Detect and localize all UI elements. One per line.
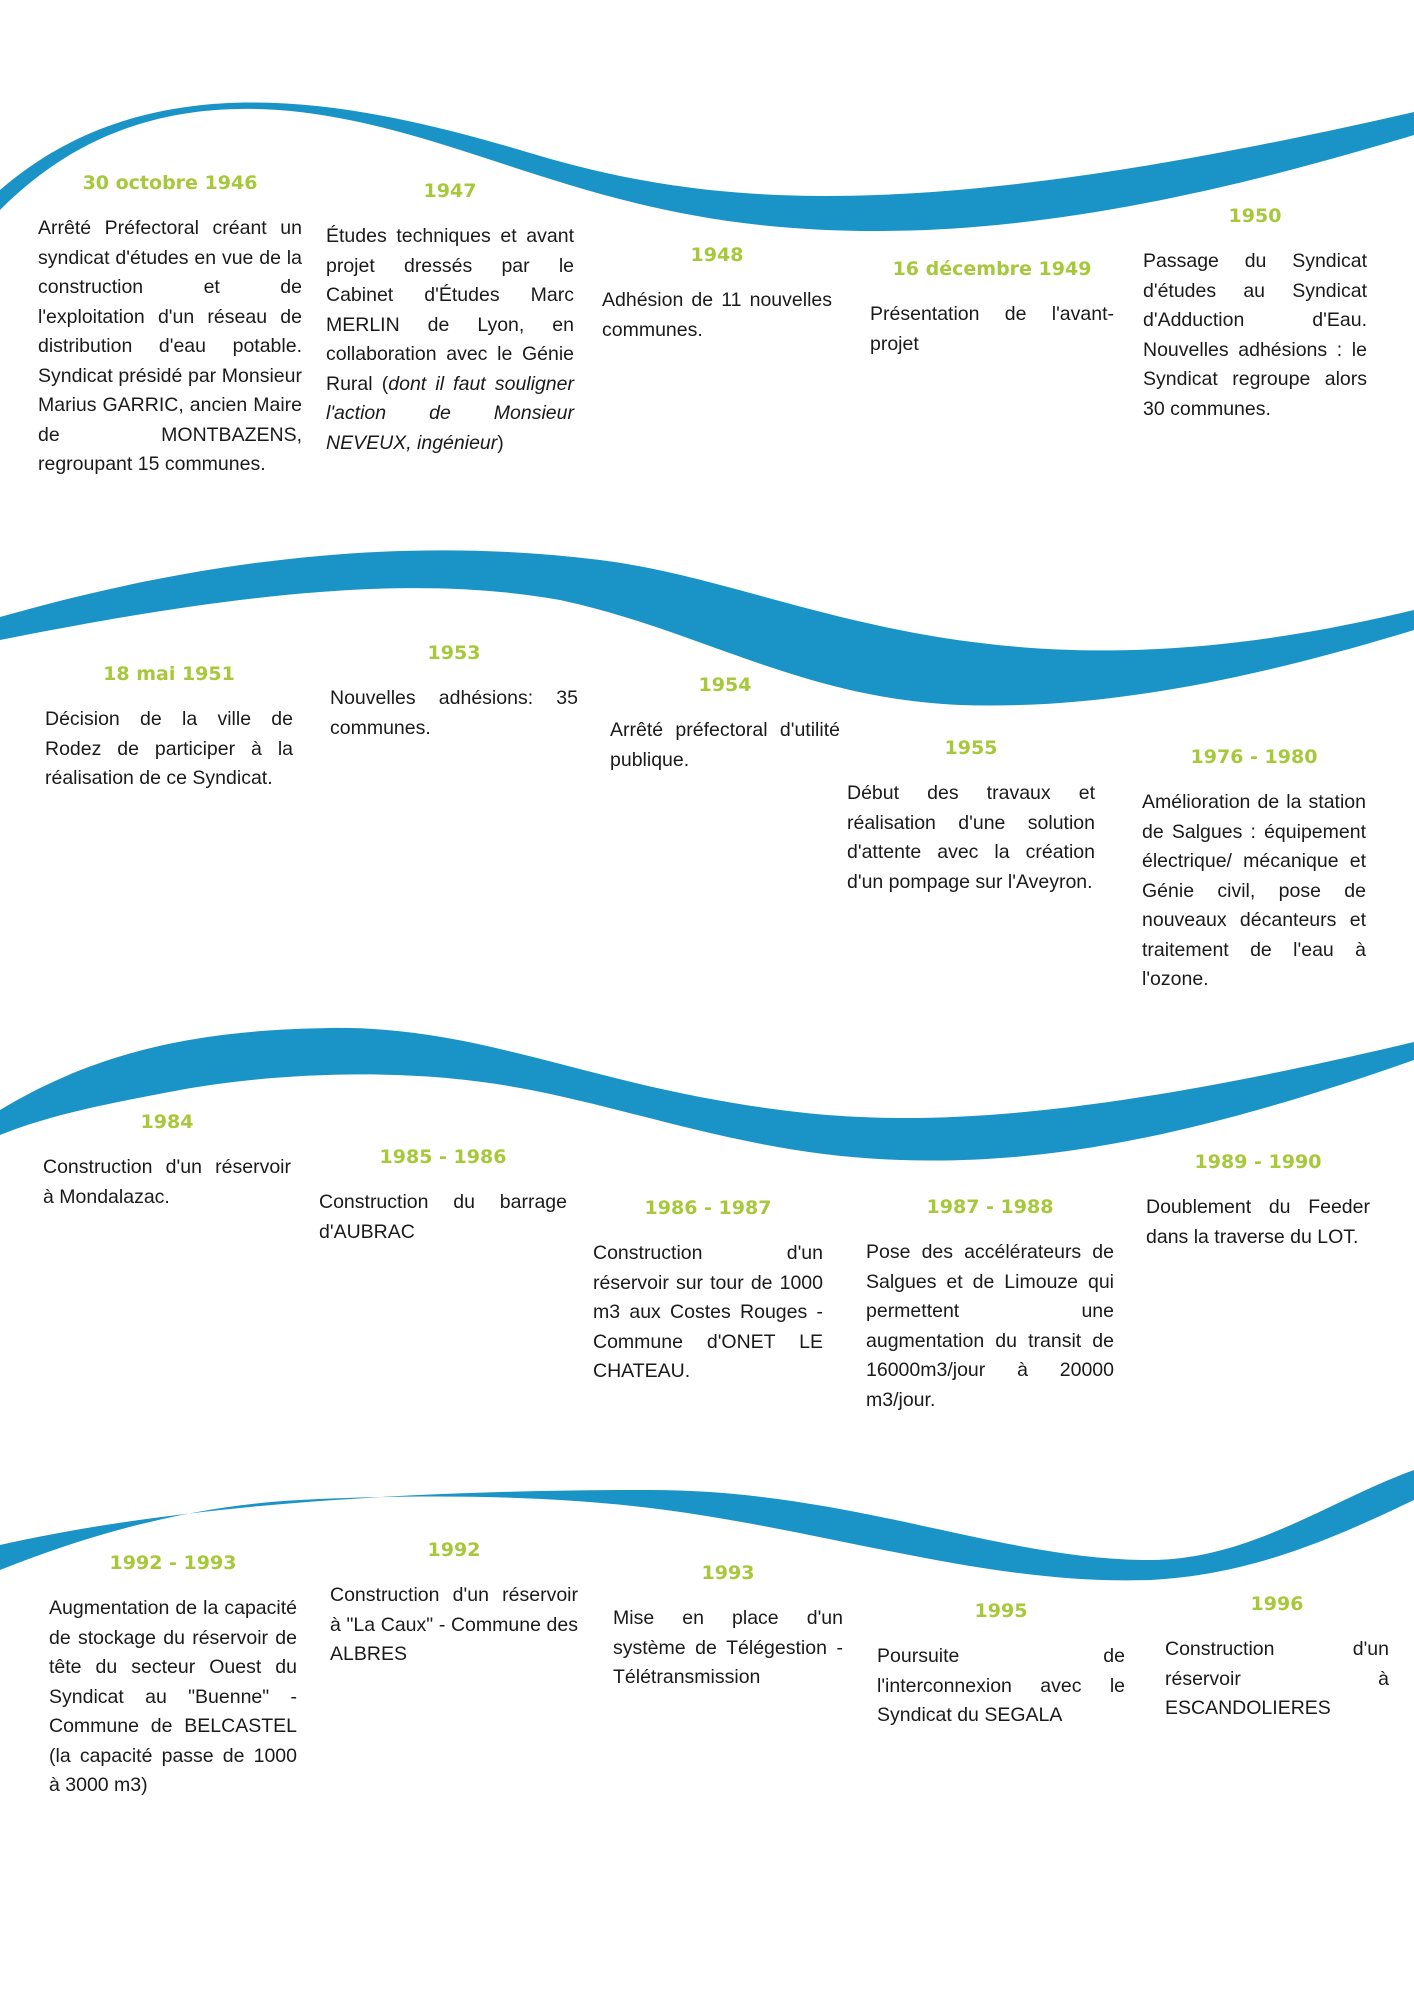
timeline-event <box>49 1552 297 1801</box>
event-date: 16 décembre 1949 <box>892 258 1092 280</box>
event-description: Construction d'un réservoir à ESCANDOLIERES <box>1165 1638 1389 1719</box>
event-description: Décision de la ville de Rodez de participer à la réalisation de ce Syndicat. <box>45 708 293 789</box>
timeline-event <box>610 674 840 775</box>
timeline-event <box>45 663 293 794</box>
timeline-event <box>38 172 302 480</box>
event-description: Doublement du Feeder dans la traverse du LOT. <box>1146 1196 1370 1248</box>
timeline-event <box>1165 1593 1389 1724</box>
timeline-event <box>1146 1151 1370 1252</box>
event-date: 1948 <box>690 244 744 266</box>
event-description: Arrêté préfectoral d'utilité publique. <box>610 719 840 771</box>
event-date: 1986 - 1987 <box>644 1197 772 1219</box>
event-date: 1987 - 1988 <box>926 1196 1054 1218</box>
event-date: 1993 <box>701 1562 755 1584</box>
event-description: Présentation de l'avant-projet <box>870 303 1114 355</box>
event-date: 30 octobre 1946 <box>82 172 258 194</box>
event-date: 1992 <box>427 1539 481 1561</box>
event-date: 1984 <box>140 1111 194 1133</box>
event-date: 1950 <box>1228 205 1282 227</box>
timeline-event <box>866 1196 1114 1415</box>
event-description: Augmentation de la capacité de stockage du réservoir de tête du secteur Ouest du Syndicat au "Buenne" - Commune de BELCASTEL (la capacité passe de 1000 à 3000 m3) <box>49 1597 297 1796</box>
timeline-event <box>847 737 1095 897</box>
event-description: Mise en place d'un système de Télégestion -Télétransmission <box>613 1607 843 1688</box>
timeline-event <box>319 1146 567 1247</box>
event-description: Arrêté Préfectoral créant un syndicat d'études en vue de la construction et de l'exploitation d'un réseau de distribution d'eau potable. Syndicat présidé par Monsieur Marius GARRIC, ancien Maire de MONTBAZENS, regroupant 15 communes. <box>38 217 302 475</box>
event-description: Pose des accélérateurs de Salgues et de Limouze qui permettent une augmentation du transit de 16000m3/jour à 20000 m3/jour. <box>866 1241 1114 1411</box>
event-description: Nouvelles adhésions: 35 communes. <box>330 687 578 739</box>
timeline-event <box>1142 746 1366 995</box>
timeline-event <box>593 1197 823 1387</box>
event-description: Construction du barrage d'AUBRAC <box>319 1191 567 1243</box>
timeline-event <box>877 1600 1125 1731</box>
event-date: 1954 <box>698 674 752 696</box>
event-date: 1989 - 1990 <box>1194 1151 1322 1173</box>
event-date: 1985 - 1986 <box>379 1146 507 1168</box>
timeline-event <box>43 1111 291 1212</box>
event-date: 1947 <box>423 180 477 202</box>
event-date: 1976 - 1980 <box>1190 746 1318 768</box>
timeline-event <box>1143 205 1367 424</box>
event-description: Amélioration de la station de Salgues : équipement électrique/ mécanique et Génie civil, pose de nouveaux décanteurs et traitement de l'eau à l'ozone. <box>1142 791 1366 990</box>
event-description: Construction d'un réservoir à "La Caux" - Commune des ALBRES <box>330 1584 578 1665</box>
timeline-event <box>330 642 578 743</box>
event-date: 1992 - 1993 <box>109 1552 237 1574</box>
event-description: Construction d'un réservoir à Mondalazac. <box>43 1156 291 1208</box>
timeline-event <box>326 180 574 458</box>
event-description: Début des travaux et réalisation d'une solution d'attente avec la création d'un pompage sur l'Aveyron. <box>847 782 1095 893</box>
event-date: 18 mai 1951 <box>103 663 235 685</box>
event-date: 1955 <box>944 737 998 759</box>
timeline-event <box>870 258 1114 359</box>
event-description: Études techniques et avant projet dressés par le Cabinet d'Études Marc MERLIN de Lyon, en collaboration avec le Génie Rural (dont il faut souligner l'action de Monsieur NEVEUX, ingénieur) <box>326 225 574 454</box>
event-date: 1996 <box>1250 1593 1304 1615</box>
event-description: Passage du Syndicat d'études au Syndicat d'Adduction d'Eau. Nouvelles adhésions : le Syndicat regroupe alors 30 communes. <box>1143 250 1367 420</box>
timeline-event <box>613 1562 843 1693</box>
event-date: 1953 <box>427 642 481 664</box>
timeline-event <box>602 244 832 345</box>
event-description: Poursuite de l'interconnexion avec le Syndicat du SEGALA <box>877 1645 1125 1726</box>
timeline-event <box>330 1539 578 1670</box>
event-date: 1995 <box>974 1600 1028 1622</box>
event-description: Adhésion de 11 nouvelles communes. <box>602 289 832 341</box>
event-description: Construction d'un réservoir sur tour de 1000 m3 aux Costes Rouges - Commune d'ONET LE CHATEAU. <box>593 1242 823 1382</box>
